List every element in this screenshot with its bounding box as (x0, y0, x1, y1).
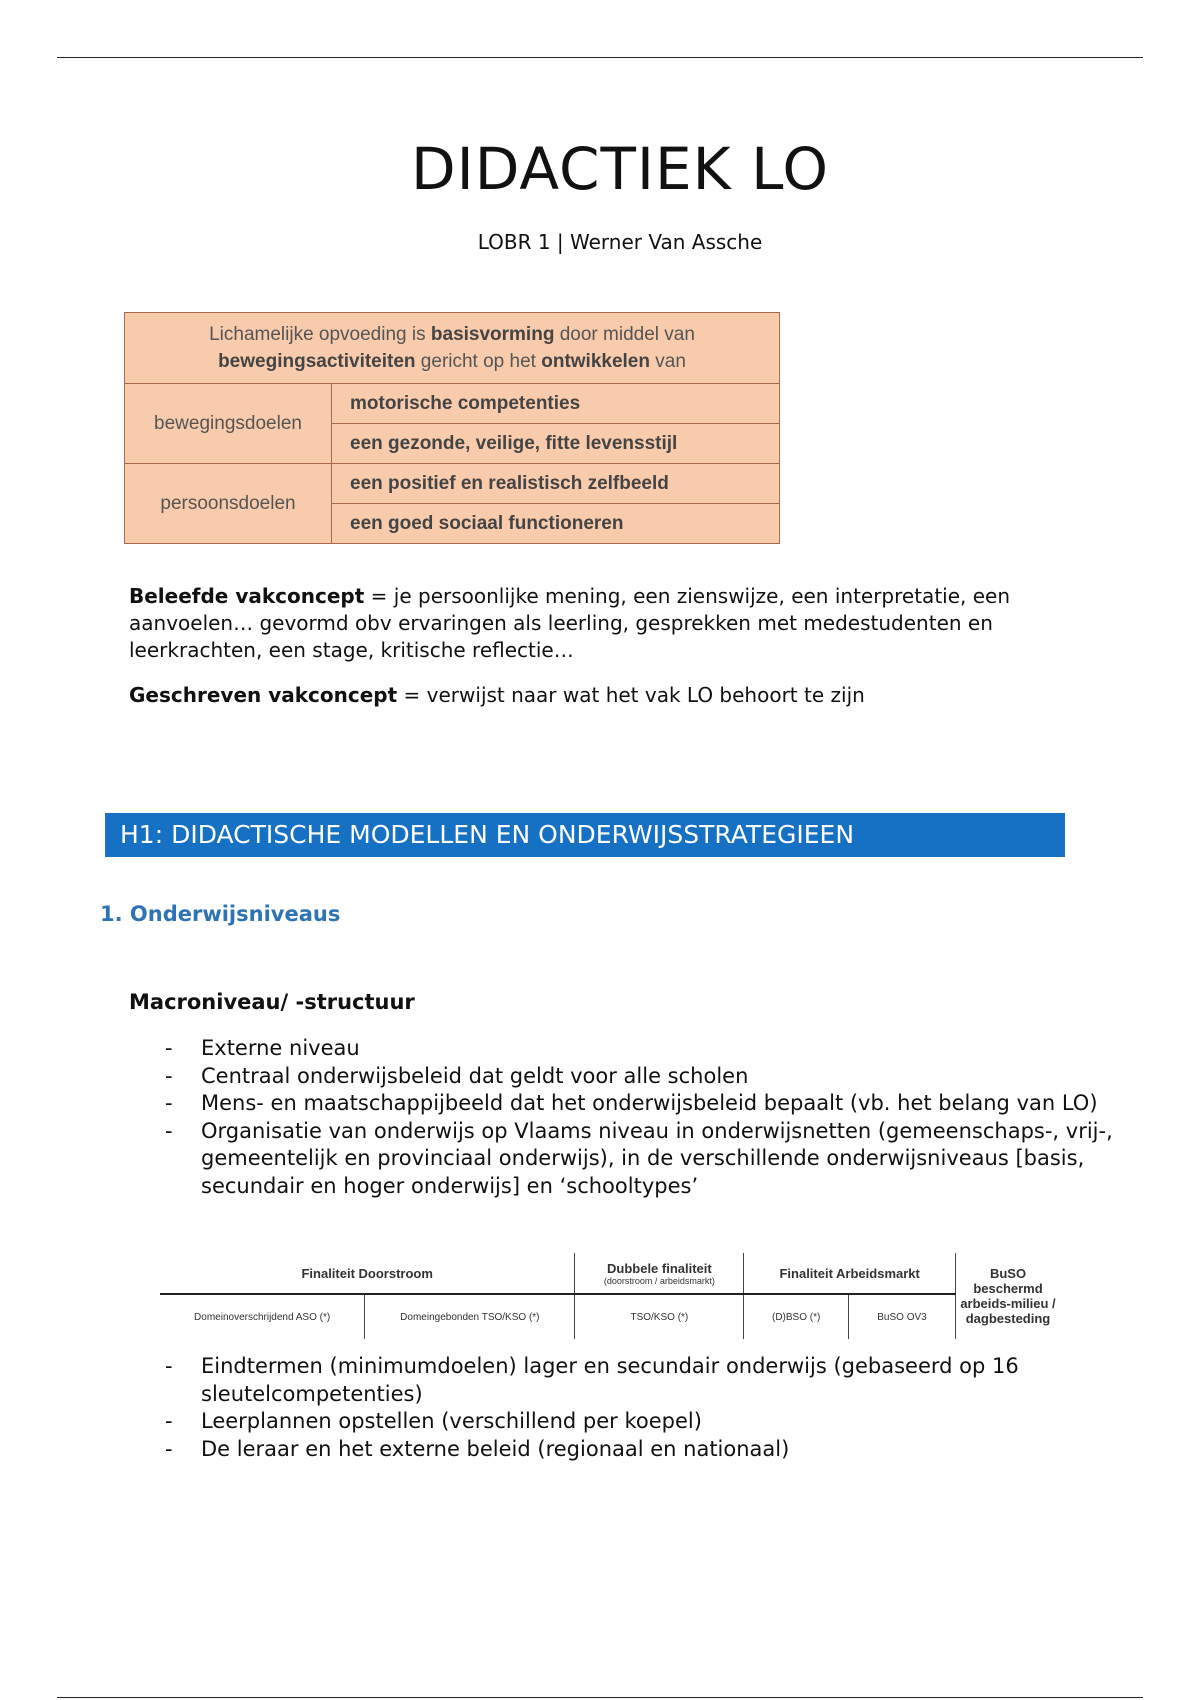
header-arbeidsmarkt: Finaliteit Arbeidsmarkt (744, 1253, 956, 1294)
goal-cell: een goed sociaal functioneren (332, 504, 780, 544)
section-heading: 1. Onderwijsniveaus (100, 902, 341, 926)
goal-cell: een gezonde, veilige, fitte levensstijl (332, 424, 780, 464)
bottom-rule (57, 1697, 1143, 1698)
group-label: bewegingsdoelen (125, 384, 332, 464)
bullet-list (165, 1035, 1125, 1200)
header-doorstroom: Finaliteit Doorstroom (160, 1253, 575, 1294)
header-buso: BuSO beschermd arbeids-milieu / dagbesteding (960, 1266, 1056, 1326)
cell-aso: Domeinoverschrijdend ASO (*) (160, 1294, 365, 1339)
list-item: - Leerplannen opstellen (verschillend per koepel) (165, 1409, 702, 1433)
definition-geschreven: Geschreven vakconcept = verwijst naar wat het vak LO behoort te zijn (129, 683, 865, 707)
goal-cell: motorische competenties (332, 384, 780, 424)
lo-definition-table (124, 312, 780, 544)
document-subtitle: LOBR 1 | Werner Van Assche (477, 230, 763, 254)
table-header-cell: Lichamelijke opvoeding is basisvorming door middel van bewegingsactiviteiten gericht op het ontwikkelen van (125, 313, 780, 384)
header-dubbele: Dubbele finaliteit (doorstroom / arbeidsmarkt) (575, 1253, 744, 1294)
document-title: DIDACTIEK LO (410, 135, 830, 203)
goal-cell: een positief en realistisch zelfbeeld (332, 464, 780, 504)
list-item: - De leraar en het externe beleid (regionaal en nationaal) (165, 1436, 790, 1461)
top-rule (57, 57, 1143, 58)
definition-beleefde: Beleefde vakconcept = je persoonlijke mening, een zienswijze, een interpretatie, een aanvoelen… gevormd obv ervaringen als leerling, gesprekken met medestudenten en leerkrachten, een stage, kritische reflectie… (129, 584, 1011, 662)
list-item: - Centraal onderwijsbeleid dat geldt voor alle scholen (165, 1063, 749, 1088)
chapter-heading: H1: DIDACTISCHE MODELLEN EN ONDERWIJSSTRATEGIEEN (105, 813, 1065, 857)
list-item: - Mens- en maatschappijbeeld dat het onderwijsbeleid bepaalt (vb. het belang van LO) (165, 1091, 1098, 1115)
cell-tso-kso: Domeingebonden TSO/KSO (*) (365, 1294, 575, 1339)
list-item: - Organisatie van onderwijs op Vlaams niveau in onderwijsnetten (gemeenschaps-, vrij-, gemeentelijk en provinciaal onderwijs), in de verschillende onderwijsniveaus [basis, secundair en hoger onderwijs] en ‘schooltypes’ (165, 1118, 1113, 1198)
group-label: persoonsdoelen (125, 464, 332, 544)
subsection-heading: Macroniveau/ -structuur (129, 990, 415, 1014)
cell-dbso: (D)BSO (*) (744, 1294, 849, 1339)
finaliteit-table (160, 1253, 1060, 1339)
cell-dubbel-tso-kso: TSO/KSO (*) (575, 1294, 744, 1339)
list-item: - Externe niveau (165, 1036, 360, 1060)
bullet-list-2 (165, 1353, 1125, 1463)
cell-buso-ov3: BuSO OV3 (849, 1294, 956, 1339)
list-item: - Eindtermen (minimumdoelen) lager en secundair onderwijs (gebaseerd op 16 sleutelcompetenties) (165, 1354, 1019, 1406)
